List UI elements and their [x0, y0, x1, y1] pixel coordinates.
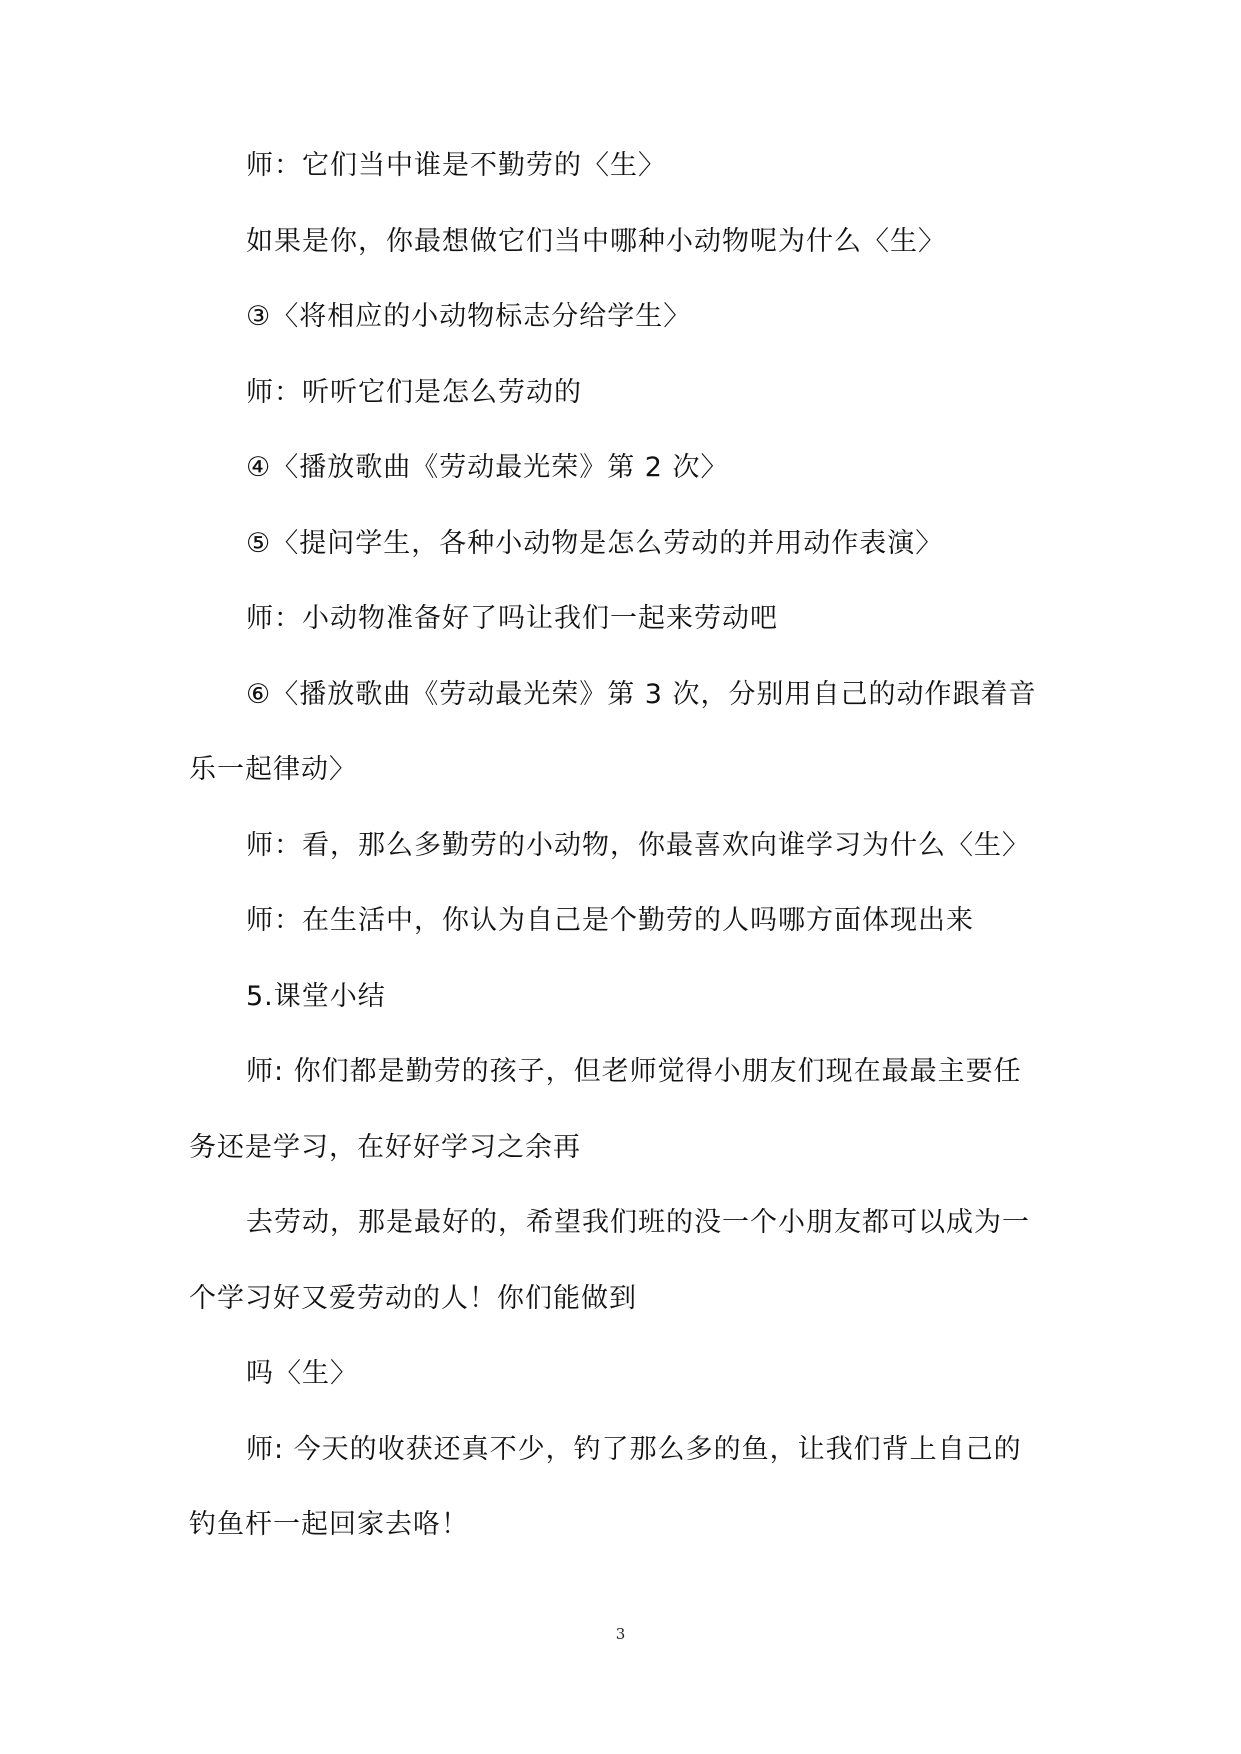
paragraph-line: ⑤〈提问学生，各种小动物是怎么劳动的并用动作表演〉: [246, 528, 944, 559]
paragraph-line: 师：小动物准备好了吗让我们一起来劳动吧: [246, 603, 778, 634]
paragraph-line: 师：它们当中谁是不勤劳的〈生〉: [246, 150, 666, 181]
paragraph-line: 去劳动，那是最好的，希望我们班的没一个小朋友都可以成为一: [246, 1207, 1030, 1238]
paragraph-line: 师：在生活中，你认为自己是个勤劳的人吗哪方面体现出来: [246, 905, 974, 936]
paragraph-line: 乐一起律动〉: [189, 754, 357, 785]
paragraph-line: 师：听听它们是怎么劳动的: [246, 377, 582, 408]
paragraph-line: 钓鱼杆一起回家去咯！: [189, 1509, 469, 1540]
section-heading: 5.课堂小结: [246, 981, 386, 1012]
paragraph-line: 个学习好又爱劳动的人！你们能做到: [189, 1283, 637, 1314]
paragraph-line: 师: 今天的收获还真不少，钓了那么多的鱼，让我们背上自己的: [246, 1434, 1022, 1465]
paragraph-line: 如果是你，你最想做它们当中哪种小动物呢为什么〈生〉: [246, 226, 946, 257]
paragraph-line: ⑥〈播放歌曲《劳动最光荣》第 3 次，分别用自己的动作跟着音: [246, 679, 1037, 710]
page-number: 3: [615, 1625, 626, 1643]
paragraph-line: 师：看，那么多勤劳的小动物，你最喜欢向谁学习为什么〈生〉: [246, 830, 1030, 861]
paragraph-line: ④〈播放歌曲《劳动最光荣》第 2 次〉: [246, 452, 729, 483]
paragraph-line: 师: 你们都是勤劳的孩子，但老师觉得小朋友们现在最最主要任: [246, 1056, 1022, 1087]
paragraph-line: ③〈将相应的小动物标志分给学生〉: [246, 301, 692, 332]
paragraph-line: 务还是学习，在好好学习之余再: [189, 1132, 581, 1163]
paragraph-line: 吗〈生〉: [246, 1358, 358, 1389]
